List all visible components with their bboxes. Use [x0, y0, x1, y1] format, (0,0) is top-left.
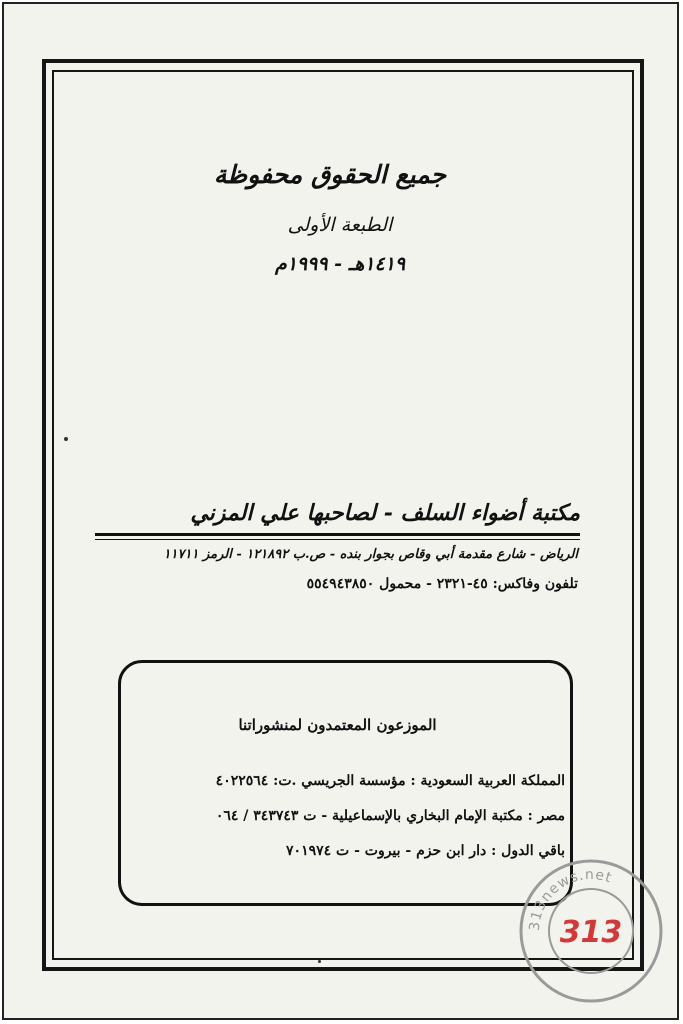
rights-notice: جميع الحقوق محفوظة	[213, 160, 447, 189]
publisher-address: الرياض - شارع مقدمة أبي وقاص بجوار بنده - ص.ب ١٢١٨٩٢ - الرمز ١١٧١١	[163, 547, 578, 562]
publisher-rule-thick	[95, 533, 580, 536]
publisher-phone: تلفون وفاكس: ٤٥-٢٣٢١ - محمول ٥٥٤٩٤٣٨٥٠	[306, 576, 578, 592]
stamp-number: 313	[559, 915, 623, 950]
scan-speck	[318, 960, 321, 963]
distributors-title: الموزعون المعتمدون لمنشوراتنا	[238, 716, 437, 734]
distributor-line-saudi: المملكة العربية السعودية : مؤسسة الجريسي .ت: ٤٠٢٢٥٦٤	[215, 773, 565, 789]
distributor-line-egypt: مصر : مكتبة الإمام البخاري بالإسماعيلية - ت ٣٤٣٧٤٣ / ٠٦٤	[215, 808, 565, 824]
scan-speck	[64, 437, 68, 441]
watermark-stamp	[518, 858, 664, 1004]
edition-date: ١٤١٩هـ - ١٩٩٩م	[274, 253, 406, 275]
publisher-name: مكتبة أضواء السلف - لصاحبها علي المزني	[190, 500, 580, 526]
stamp-ring-text: 313news.net	[526, 866, 615, 932]
publisher-rule-thin	[95, 539, 580, 540]
edition-label: الطبعة الأولى	[287, 214, 393, 236]
distributor-line-other: باقي الدول : دار ابن حزم - بيروت - ت ٧٠١٩٧٤	[286, 843, 565, 859]
